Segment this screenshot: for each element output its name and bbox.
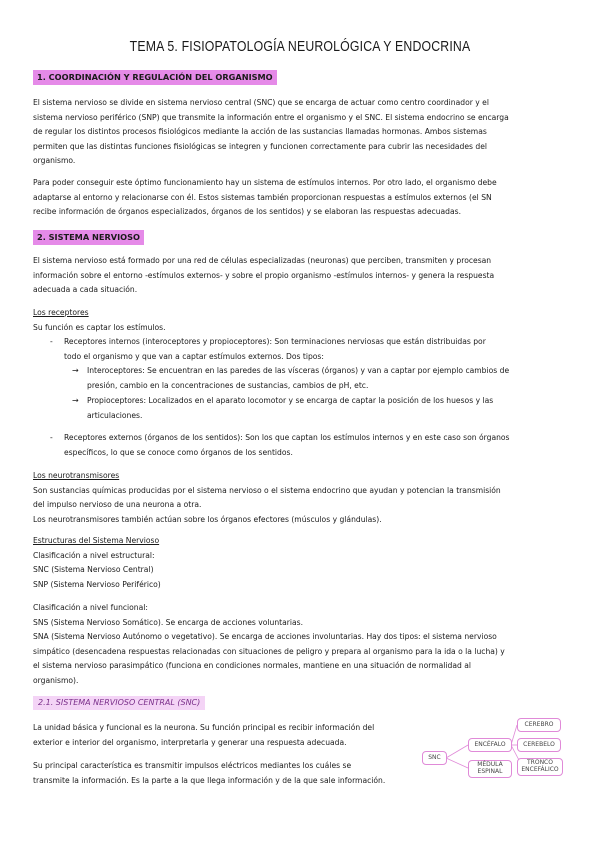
- receptores-internos-item: [64, 335, 564, 364]
- connector-snc-encefalo: [446, 745, 468, 758]
- text-line: exterior e interior del organismo, interpretarla y generar una respuesta adecuada.: [33, 737, 347, 747]
- text-line: todo el organismo y que van a captar estímulos externos. Dos tipos:: [64, 351, 324, 361]
- receptores-intro: Su función es captar los estímulos.: [33, 322, 166, 332]
- text-line: Interoceptores: Se encuentran en las paredes de las vísceras (órganos) y van a captar por ejemplo cambios de: [87, 366, 510, 375]
- text-line: SNS (Sistema Nervioso Somático). Se encarga de acciones voluntarias.: [33, 617, 304, 627]
- text-line: El sistema nervioso está formado por una red de células especializadas (neuronas) que perciben, transmiten y procesan: [33, 256, 492, 265]
- text-line: presión, cambio en la concentraciones de sustancias, cambios de pH, etc.: [87, 380, 369, 390]
- text-line: transmite la información. Es la parte a la que llega información y de la que sale información.: [33, 775, 386, 785]
- node-encefalo: ENCÉFALO: [468, 738, 512, 752]
- text-line: permiten que las distintas funciones fisiológicas se integren y funcionen correctamente para cubrir las necesidades del: [33, 141, 488, 151]
- text-line: específicos, lo que se conoce como órganos de los sentidos.: [64, 447, 293, 457]
- connector-snc-medula: [446, 758, 468, 768]
- neurotransmisores-title: Los neurotransmisores: [33, 471, 120, 480]
- text-line: SNP (Sistema Nervioso Periférico): [33, 579, 161, 589]
- snc-diagram: [416, 712, 586, 782]
- text-line: información sobre el entorno -estímulos externos- y sobre el propio organismo -estímulos internos- y genera la respuesta: [33, 270, 495, 280]
- text-line: Propioceptores: Localizados en el aparato locomotor y se encarga de captar la posición de los huesos y las: [87, 396, 494, 405]
- node-medula-espinal: MÉDULA ESPINAL: [468, 760, 512, 778]
- text-line: organismo).: [33, 675, 79, 685]
- text-line: del impulso nervioso de una neurona a otra.: [33, 500, 202, 510]
- section-2-1-heading: 2.1. SISTEMA NERVIOSO CENTRAL (SNC): [33, 696, 205, 710]
- text-line: Receptores externos (órganos de los sentidos): Son los que captan los estímulos internos y en este caso son órganos: [64, 433, 510, 442]
- receptores-block: [33, 306, 568, 335]
- right-arrow-icon: →: [72, 366, 79, 375]
- bullet-dash: -: [50, 433, 53, 442]
- receptores-externos-item: [64, 431, 569, 460]
- text-line: Su principal característica es transmitir impulsos eléctricos mediantes los cuáles se: [33, 761, 352, 770]
- text-line: El sistema nervioso se divide en sistema nervioso central (SNC) que se encarga de actuar como centro coordinador y el: [33, 98, 489, 107]
- text-line: adecuada a cada situación.: [33, 285, 138, 295]
- text-line: Son sustancias químicas producidas por el sistema nervioso o el sistema endocrino que ayudan y potencian la transmisión: [33, 485, 501, 495]
- section-2-1-paragraph-2: [33, 759, 418, 788]
- text-line: SNC (Sistema Nervioso Central): [33, 565, 154, 575]
- section-1-heading: 1. COORDINACIÓN Y REGULACIÓN DEL ORGANISMO: [33, 70, 277, 85]
- section-2-1-paragraph-1: [33, 721, 413, 750]
- text-line: SNA (Sistema Nervioso Autónomo o vegetativo). Se encarga de acciones involuntarias. Hay dos tipos: el sistema nervioso: [33, 632, 497, 642]
- text-line: simpático (desencadena respuestas relacionadas con situaciones de peligro y prepara al organismo para la ida o la lucha) y: [33, 646, 505, 656]
- text-line: Para poder conseguir este óptimo funcionamiento hay un sistema de estímulos internos. Por otro lado, el organismo debe: [33, 178, 497, 187]
- page-title: TEMA 5. FISIOPATOLOGÍA NEUROLÓGICA Y ENDOCRINA: [129, 38, 471, 55]
- text-line: Receptores internos (interoceptores y propioceptores): Son terminaciones nerviosas que están distribuidas por: [64, 337, 486, 346]
- bullet-dash: -: [50, 337, 53, 346]
- interoceptores-item: [87, 364, 567, 393]
- text-line: Clasificación a nivel estructural:: [33, 550, 155, 560]
- estructuras-block: [33, 534, 568, 592]
- propioceptores-item: [87, 394, 567, 423]
- text-line: sistema nervioso periférico (SNP) que transmite la información entre el organismo y el SNC. El sistema endocrino se encarga: [33, 112, 509, 122]
- neurotransmisores-block: [33, 469, 568, 527]
- section-2-heading: 2. SISTEMA NERVIOSO: [33, 230, 144, 245]
- section-1-paragraph-2: [33, 176, 568, 220]
- section-1-paragraph-1: [33, 96, 568, 169]
- text-line: recibe información de órganos especializados, órganos de los sentidos) y se elaboran las respuestas adecuadas.: [33, 207, 462, 217]
- node-tronco-encefalico: TRONCO ENCEFÁLICO: [517, 758, 563, 776]
- funcional-block: [33, 601, 568, 689]
- node-cerebelo: CEREBELO: [517, 738, 561, 752]
- node-snc: SNC: [422, 751, 447, 765]
- node-cerebro: CEREBRO: [517, 718, 561, 732]
- right-arrow-icon: →: [72, 396, 79, 405]
- receptores-title: Los receptores: [33, 308, 89, 317]
- text-line: articulaciones.: [87, 410, 143, 420]
- estructuras-title: Estructuras del Sistema Nervioso: [33, 536, 160, 545]
- text-line: Clasificación a nivel funcional:: [33, 603, 148, 612]
- text-line: organismo.: [33, 156, 76, 166]
- text-line: adaptarse al entorno y relacionarse con él. Estos sistemas también proporcionan respuestas a estímulos externos (el SN: [33, 192, 492, 202]
- text-line: Los neurotransmisores también actúan sobre los órganos efectores (músculos y glándulas).: [33, 514, 382, 524]
- section-2-paragraph-1: [33, 254, 568, 298]
- text-line: el sistema nervioso parasimpático (funciona en condiciones normales, mantiene en una situación de normalidad al: [33, 661, 471, 671]
- text-line: de regular los distintos procesos fisiológicos mediante la acción de las sustancias llamadas hormonas. Ambos sistemas: [33, 127, 487, 137]
- text-line: La unidad básica y funcional es la neurona. Su función principal es recibir información del: [33, 723, 375, 732]
